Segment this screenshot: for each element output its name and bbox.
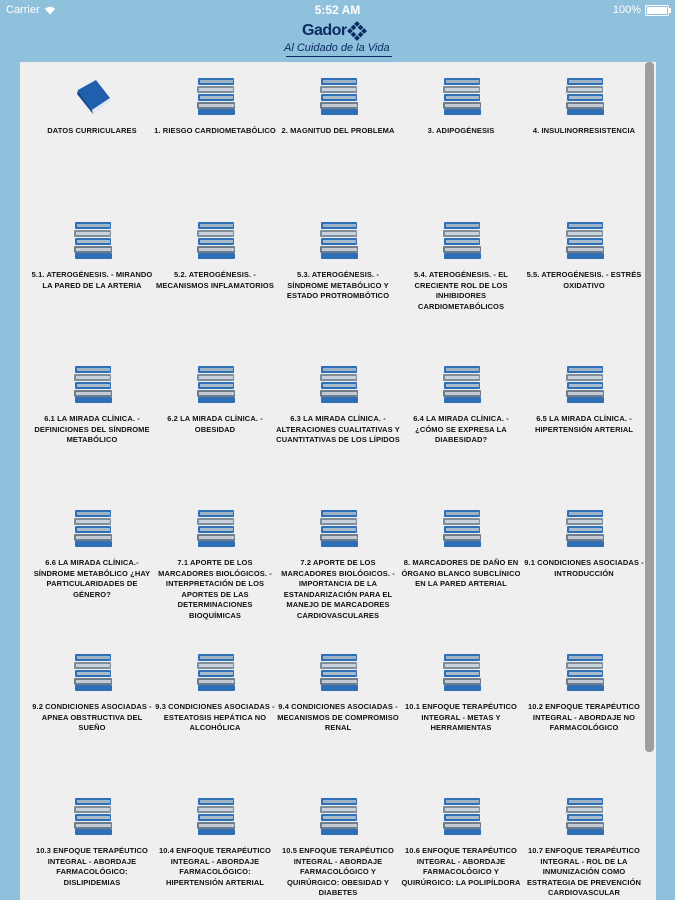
book-stack-icon [441, 796, 483, 836]
book-label: 6.6 LA MIRADA CLÍNICA.- SÍNDROME METABÓLICO ¿HAY PARTICULARIDADES DE GÉNERO? [33, 558, 151, 599]
book-stack-icon [72, 220, 114, 260]
brand-tagline: Al Cuidado de la Vida [284, 42, 390, 54]
book-stack-icon [72, 508, 114, 548]
book-label: 7.2 APORTE DE LOS MARCADORES BIOLÓGICOS. - IMPORTANCIA DE LA ESTANDARIZACIÓN PARA EL MANEJO DE MARCADORES CARDIOVASCULARES [281, 558, 395, 620]
book-stack-icon [564, 796, 606, 836]
logo-mark-icon [346, 20, 368, 42]
battery-icon [645, 5, 669, 16]
book-label: 4. INSULINORRESISTENCIA [532, 126, 636, 135]
book-label: 2. MAGNITUD DEL PROBLEMA [281, 126, 395, 135]
book-stack-icon [195, 364, 237, 404]
status-time: 5:52 AM [314, 3, 361, 17]
battery-percent: 100% [612, 4, 641, 16]
carrier-label: Carrier [6, 4, 40, 16]
book-label: 10.6 ENFOQUE TERAPÉUTICO INTEGRAL - ABORDAJE FARMACOLÓGICO Y QUIRÚRGICO: LA POLIPÍLDORA [401, 846, 521, 887]
book-label: 10.3 ENFOQUE TERAPÉUTICO INTEGRAL - ABORDAJE FARMACOLÓGICO: DISLIPIDEMIAS [35, 846, 148, 887]
book-stack-icon [195, 796, 237, 836]
book-label: 9.1 CONDICIONES ASOCIADAS - INTRODUCCIÓN [524, 558, 644, 578]
book-label: 9.3 CONDICIONES ASOCIADAS - ESTEATOSIS HEPÁTICA NO ALCOHÓLICA [155, 702, 275, 732]
book-label: 5.5. ATEROGÉNESIS. - ESTRÉS OXIDATIVO [526, 270, 642, 290]
book-label: 5.4. ATEROGÉNESIS. - EL CRECIENTE ROL DE LOS INHIBIDORES CARDIOMETABÓLICOS [414, 270, 508, 311]
book-label: 10.1 ENFOQUE TERAPÉUTICO INTEGRAL - METAS Y HERRAMIENTAS [404, 702, 517, 732]
book-label: 6.1 LA MIRADA CLÍNICA. - DEFINICIONES DEL SÍNDROME METABÓLICO [34, 414, 150, 444]
book-stack-icon [564, 220, 606, 260]
book-stack-icon [72, 796, 114, 836]
status-bar [0, 0, 675, 20]
content-panel[interactable] [20, 62, 656, 900]
book-stack-icon [441, 220, 483, 260]
book-stack-icon [72, 652, 114, 692]
book-label: 10.5 ENFOQUE TERAPÉUTICO INTEGRAL - ABORDAJE FARMACOLÓGICO Y QUIRÚRGICO: OBESIDAD Y DIABETES [281, 846, 394, 897]
battery-info [613, 4, 669, 16]
book-stack-icon [564, 76, 606, 116]
book-stack-icon [441, 508, 483, 548]
book-stack-icon [318, 508, 360, 548]
app-header [0, 18, 675, 60]
book-label: 7.1 APORTE DE LOS MARCADORES BIOLÓGICOS. - INTERPRETACIÓN DE LOS APORTES DE LAS DETERMINACIONES BIOQUÍMICAS [158, 558, 272, 620]
book-stack-icon [195, 220, 237, 260]
brand-name: Gador [302, 22, 347, 39]
book-label: 10.4 ENFOQUE TERAPÉUTICO INTEGRAL - ABORDAJE FARMACOLÓGICO: HIPERTENSIÓN ARTERIAL [158, 846, 271, 887]
book-stack-icon [564, 508, 606, 548]
book-label: 1. RIESGO CARDIOMETABÓLICO [154, 126, 276, 135]
book-stack-icon [441, 364, 483, 404]
book-stack-icon [318, 220, 360, 260]
book-stack-icon [441, 652, 483, 692]
book-label: 5.3. ATEROGÉNESIS. - SÍNDROME METABÓLICO Y ESTADO PROTROMBÓTICO [286, 270, 390, 300]
book-label: DATOS CURRICULARES [47, 126, 137, 135]
book-label: 9.2 CONDICIONES ASOCIADAS - APNEA OBSTRUCTIVA DEL SUEÑO [32, 702, 152, 732]
book-label: 6.3 LA MIRADA CLÍNICA. - ALTERACIONES CUALITATIVAS Y CUANTITATIVAS DE LOS LÍPIDOS [276, 414, 400, 444]
book-label: 10.7 ENFOQUE TERAPÉUTICO INTEGRAL - ROL DE LA INMUNIZACIÓN COMO ESTRATEGIA DE PREVENCIÓN CARDIOVASCULAR [526, 846, 642, 897]
book-label: 5.1. ATEROGÉNESIS. - MIRANDO LA PARED DE LA ARTERIA [31, 270, 153, 290]
book-stack-icon [72, 364, 114, 404]
book-stack-icon [195, 508, 237, 548]
book-label: 6.2 LA MIRADA CLÍNICA. - OBESIDAD [167, 414, 263, 434]
scrollbar[interactable] [645, 62, 654, 752]
book-icon [72, 76, 114, 116]
book-stack-icon [441, 76, 483, 116]
book-stack-icon [318, 796, 360, 836]
book-stack-icon [564, 652, 606, 692]
book-label: 8. MARCADORES DE DAÑO EN ÓRGANO BLANCO SUBCLÍNICO EN LA PARED ARTERIAL [401, 558, 521, 588]
book-stack-icon [318, 364, 360, 404]
book-stack-icon [564, 364, 606, 404]
book-stack-icon [195, 76, 237, 116]
book-label: 6.5 LA MIRADA CLÍNICA. - HIPERTENSIÓN ARTERIAL [534, 414, 634, 434]
book-label: 9.4 CONDICIONES ASOCIADAS - MECANISMOS DE COMPROMISO RENAL [277, 702, 399, 732]
gador-logo [284, 20, 394, 60]
book-label: 10.2 ENFOQUE TERAPÉUTICO INTEGRAL - ABORDAJE NO FARMACOLÓGICO [527, 702, 640, 732]
book-label: 5.2. ATEROGÉNESIS. - MECANISMOS INFLAMATORIOS [156, 270, 274, 290]
book-stack-icon [318, 76, 360, 116]
book-label: 3. ADIPOGÉNESIS [427, 126, 495, 135]
book-stack-icon [318, 652, 360, 692]
book-label: 6.4 LA MIRADA CLÍNICA. - ¿CÓMO SE EXPRESA LA DIABESIDAD? [413, 414, 509, 444]
book-stack-icon [195, 652, 237, 692]
